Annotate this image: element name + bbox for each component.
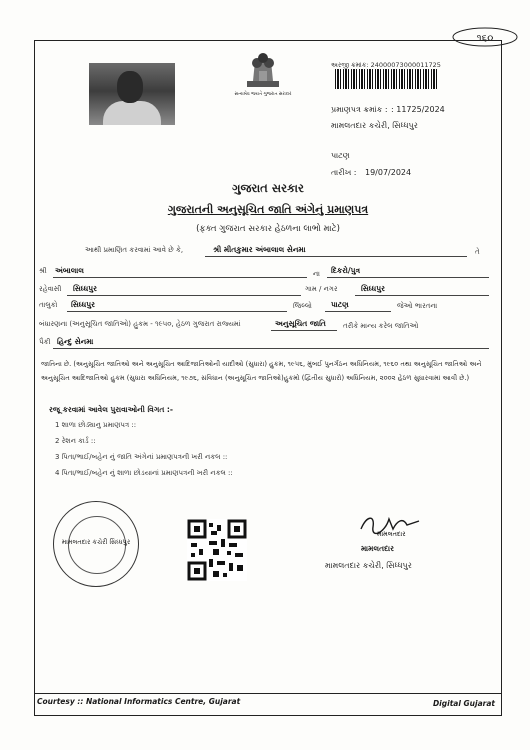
government-title: ગુજરાત સરકાર: [232, 181, 304, 195]
seal-text: મામલતદાર કચેરી સિધ્ધપુર: [61, 538, 131, 546]
father-prefix: શ્રી: [39, 267, 47, 275]
date: 19/07/2024: [365, 168, 412, 177]
district-suffix: જેઓ ભારતના: [397, 302, 438, 310]
evidence-item: 4 પિતા/ભાઈ/બહેન નું શાળા છોડયાનાં પ્રમાણપત્રની ખરી નકલ ::: [55, 469, 233, 477]
official-seal: [53, 501, 139, 587]
signature-graphic: [357, 511, 427, 537]
caste-underline: [53, 348, 489, 349]
certificate-number: : 11725/2024: [391, 105, 445, 114]
city: પાટણ: [331, 151, 350, 160]
caste-name: હિન્દુ સેનમા: [57, 337, 94, 346]
evidence-title: રજૂ કરવામાં આવેલ પુરાવાઓની વિગત :-: [49, 405, 174, 414]
district-label: જિલ્લો: [293, 302, 312, 310]
corner-note: ૧૬૦: [476, 33, 494, 44]
evidence-item: 3 પિતા/ભાઈ/બહેન નું જાતિ અંગેનાં પ્રમાણપત્રની ખરી નકલ ::: [55, 453, 228, 461]
caste-category-underline: [271, 330, 337, 331]
certify-suffix: તે: [475, 248, 480, 256]
district: પાટણ: [331, 300, 349, 309]
caste-category: અનુસૂચિત જાતિ: [275, 319, 326, 328]
father-name: અંબાલાલ: [55, 266, 84, 275]
barcode-graphic: [335, 69, 437, 89]
photo-face: [117, 71, 143, 103]
signature-text: મામલતદાર: [377, 530, 406, 537]
name-underline: [205, 256, 467, 257]
resident-label: રહેવાસી: [39, 285, 62, 293]
evidence-item: 2 રેશન કાર્ડ ::: [55, 437, 96, 445]
village-label: ગામ / નગર: [305, 285, 338, 293]
village: સિધ્ધપુર: [361, 284, 385, 293]
district-underline: [325, 311, 391, 312]
caste-suffix: તરીકે માન્ય કરેલ જાતિઓ: [343, 322, 419, 330]
relation: દિકરો/પુત્ર: [331, 266, 361, 275]
taluka-label: તાલુકો: [39, 301, 58, 309]
resident-underline: [67, 295, 301, 296]
taluka: સિધ્ધપુર: [71, 300, 95, 309]
certificate-subtitle: (ફક્ત ગુજરાત સરકાર હેઠળના લાભો માટે): [196, 224, 340, 234]
applicant-name: શ્રી મીતકુમાર અંબાલાલ સેનમા: [213, 245, 306, 254]
legal-paragraph: જાતિના છે. (અનુસૂચિત જાતિઓ અને અનુસૂચિત આદિજાતિઓની યાદીઓ (સુધારા) હુકમ, ૧૯૫૬, મુંબઈ પુનર્ગઠન અધિનિયમ, ૧૯૬૦ તથા અનુસૂચિત જાતિઓ અને અનુસૂચિત આદિજાતિઓ હુકમ (સુધારા અધિનિયમ, ૧૯૭૬, સંવિધાન (અનુસૂચિત જાતિઓ)હુકમો (દ્વિતીય સુધારો) અધિનિયમ, ૨૦૦૨ હેઠળ સુધારવામાં આવી છે.): [41, 360, 482, 382]
certify-prefix: આથી પ્રમાણિત કરવામાં આવે છે કે,: [85, 246, 184, 254]
applicant-photo: [89, 63, 175, 125]
caste-prefix: પૈકી: [39, 338, 51, 346]
state-emblem-icon: [241, 47, 285, 93]
certificate-number-label: પ્રમાણપત્ર ક્રમાંક :: [331, 105, 388, 114]
relation-underline: [327, 277, 489, 278]
resident: સિધ્ધપુર: [73, 284, 97, 293]
photo-shirt: [103, 101, 161, 125]
relation-label: ના: [313, 270, 320, 278]
application-number: અરજી ક્રમાંક: 240000730000117​25: [331, 61, 441, 69]
father-underline: [53, 277, 307, 278]
certificate-title: ગુજરાતની અનુસૂચિત જાતિ અંગેનું પ્રમાણપત્ર: [167, 203, 369, 216]
certificate-frame: [34, 40, 502, 716]
date-label: તારીખ :: [331, 168, 357, 177]
village-underline: [355, 295, 489, 296]
footer-courtesy: Courtesy :: National Informatics Centre, Gujarat: [37, 697, 241, 706]
emblem-caption: સત્યમેવ જયતે ગુજરાત સરકાર: [234, 92, 292, 97]
qr-code-icon: [187, 519, 247, 581]
signatory-title: મામલતદાર: [361, 544, 394, 553]
taluka-underline: [67, 311, 287, 312]
evidence-item: 1 શાળા છોડ્યાનુ પ્રમાણપત્ર ::: [55, 421, 137, 429]
footer-bar: [35, 693, 501, 714]
footer-digital-gujarat: Digital Gujarat: [432, 699, 495, 708]
constitution-text: બંધારણના (અનુસૂચિત જાતિઓ) હુકમ - ૧૯૫૦, હેઠળ ગુજરાત રાજ્યમાં: [39, 320, 241, 328]
signatory-office: મામલતદાર કચેરી, સિધ્ધપુર: [325, 561, 412, 570]
office-line: મામલતદાર કચેરી, સિધ્ધપુર: [331, 121, 418, 130]
